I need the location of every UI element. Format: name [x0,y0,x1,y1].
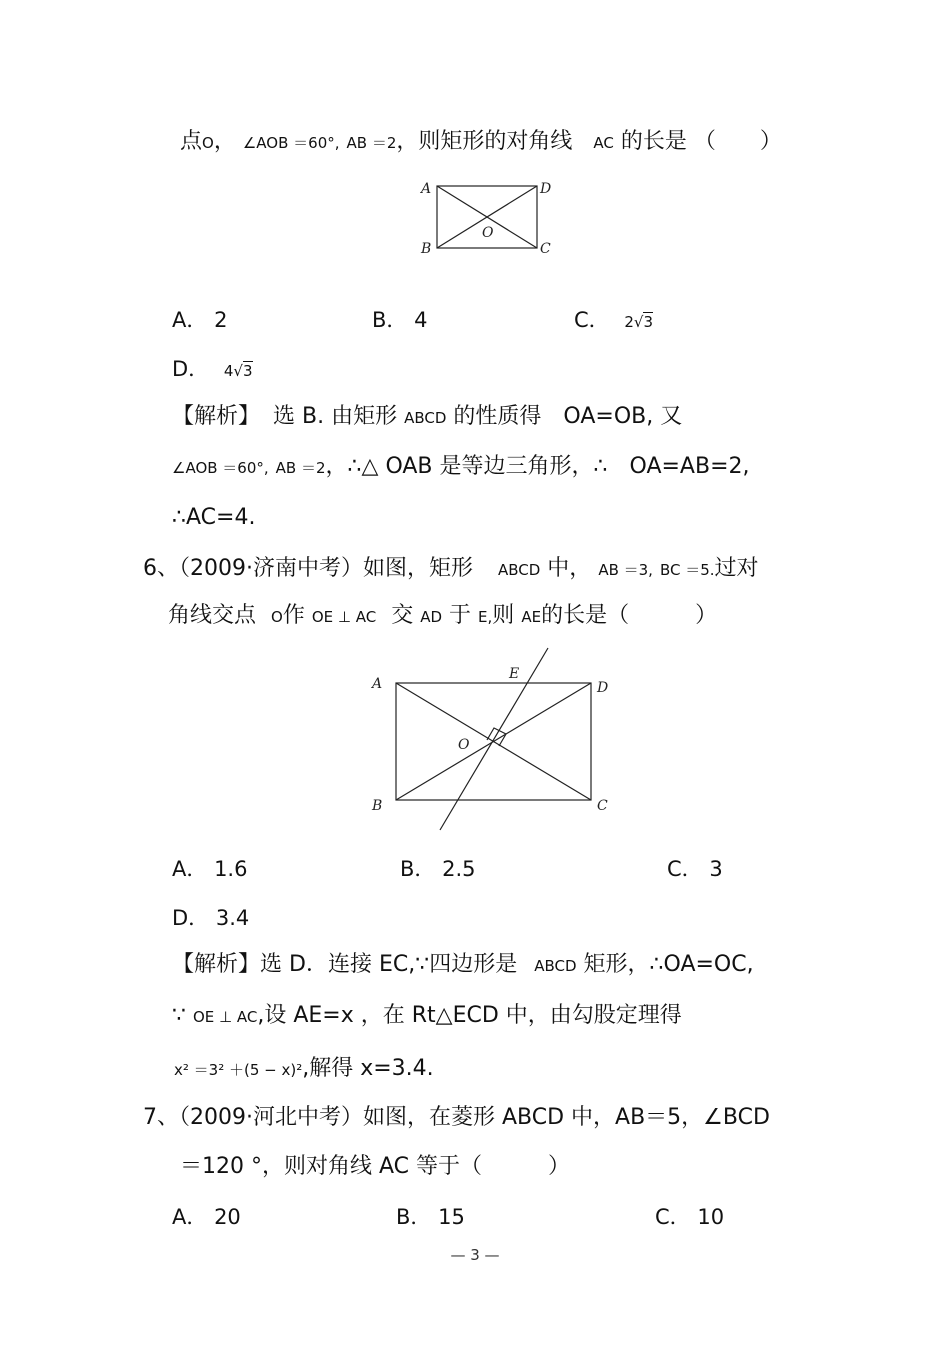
q6-analysis-text: ,解得 x=3.4. [302,1056,434,1081]
q6-label-b: B [372,798,383,814]
q7-option-b [396,1203,465,1231]
q6-option-d-letter: D． [172,906,210,930]
q6-analysis-line2 [172,1002,682,1031]
q6-text: 交 [391,603,414,628]
q5-analysis-text: ，∴△ OAB 是等边三角形，∴ OA=AB=2, [325,454,750,479]
q5-rectangle-figure [410,175,560,260]
q6-option-b-value: 2.5 [442,857,476,881]
q5-stem-mid: ，则矩形的对角线 [396,129,573,154]
q5-label-o: O [482,225,494,241]
q7-number: 7、 [143,1105,179,1130]
q5-label-c: C [540,241,551,257]
q6-option-b [400,855,476,883]
q6-source: （2009·济南中考）如图，矩形 [179,556,473,581]
q6-option-d-value: 3.4 [215,906,250,930]
q6-stem-line1 [143,555,759,584]
q6-e: E, [478,608,493,626]
q5-stem-angle: ∠AOB ＝60°, [242,134,340,152]
q6-text: 中， [547,556,592,581]
q6-bc: BC ＝5. [659,561,715,579]
q5-option-b-letter: B． [372,308,408,332]
q7-stem-text: （2009·河北中考）如图，在菱形 ABCD 中，AB＝5，∠BCD [179,1105,770,1130]
q6-label-o: O [458,737,470,753]
q5-analysis-angle: ∠AOB ＝60°, [172,459,269,477]
page-number: — 3 — [450,1246,500,1264]
q6-analysis-text: ,设 AE=x ，在 Rt△ECD 中，由勾股定理得 [257,1003,682,1028]
q6-analysis-text: 矩形，∴OA=OC, [583,952,754,977]
q5-analysis-line1 [172,403,682,432]
q5-option-a-value: 2 [214,308,228,332]
q5-option-c-coef: 2 [624,313,634,331]
q5-analysis-conclusion: ∴AC=4. [172,505,256,530]
q6-option-c-value: 3 [709,857,723,881]
q6-analysis-text: 选 D．连接 EC,∵四边形是 [260,952,518,977]
sqrt-sign: √ [233,362,243,380]
q5-analysis-line2 [172,453,750,482]
q6-number: 6、 [143,556,179,581]
q5-stem [180,128,782,157]
q7-stem-line1 [143,1104,770,1132]
q5-stem-ab: AB ＝2 [346,134,397,152]
q6-text: 的长是（ ） [541,603,718,628]
analysis-tag: 【解析】 [172,952,261,977]
q6-label-c: C [597,798,608,814]
q7-stem-text: ＝120 °，则对角线 AC 等于（ ） [180,1154,570,1179]
q5-stem-o: O [202,134,214,152]
q6-option-a [172,855,247,883]
because-symbol: ∵ [172,1003,186,1028]
analysis-tag: 【解析】 [172,404,261,429]
q7-option-a-letter: A． [172,1205,208,1229]
q6-ae: AE [521,608,542,626]
q5-analysis-text: 的性质得 OA=OB, 又 [453,404,683,429]
q6-option-b-letter: B． [400,857,436,881]
q7-stem-line2 [180,1153,570,1181]
q6-analysis-oe-perp-ac: OE ⊥ AC [193,1008,258,1026]
q5-label-a: A [421,181,432,197]
q7-option-c-letter: C． [655,1205,691,1229]
q5-stem-ac: AC [593,134,614,152]
sqrt-sign: √ [633,313,644,331]
q6-line-oe [440,648,548,830]
q6-oe-perp-ac: OE ⊥ AC [311,608,377,626]
q5-option-d-letter: D． [172,357,210,381]
q6-text: 则 [492,603,515,628]
q5-analysis-ab: AB ＝2 [275,459,326,477]
q6-ad: AD [420,608,443,626]
q6-label-d: D [597,680,609,696]
q6-option-c-letter: C． [667,857,703,881]
q6-option-a-value: 1.6 [214,857,248,881]
q6-analysis-abcd: ABCD [534,957,577,975]
q7-option-c [655,1203,724,1231]
q5-analysis-line3 [172,504,255,532]
q7-option-a-value: 20 [214,1205,241,1229]
q6-abcd: ABCD [497,561,541,579]
q5-option-d-coef: 4 [223,362,234,380]
q6-stem-line2 [168,602,717,631]
q7-option-b-value: 15 [438,1205,465,1229]
q5-analysis-text: 选 B. 由矩形 [273,404,398,429]
q6-text: 角线交点 [168,603,257,628]
q6-option-a-letter: A． [172,857,208,881]
q5-label-b: B [421,241,432,257]
q5-option-c-radicand: 3 [643,313,654,331]
q6-text: 于 [449,603,472,628]
q6-label-a: A [372,676,383,692]
q7-option-b-letter: B． [396,1205,432,1229]
q5-option-c-letter: C． [574,308,610,332]
q6-option-c [667,855,723,883]
q6-option-d [172,904,249,932]
q5-option-b [372,306,427,334]
q6-ab: AB ＝3, [598,561,653,579]
q7-option-a [172,1203,241,1231]
q5-option-a-letter: A． [172,308,208,332]
q6-rectangle-figure [360,640,625,835]
q5-option-b-value: 4 [414,308,428,332]
q5-option-d-radicand: 3 [242,362,253,380]
q5-label-d: D [540,181,552,197]
q5-option-d [172,355,253,385]
q5-stem-end: 的长是 （ ） [620,129,782,154]
q6-analysis-equation: x² ＝3² ＋(5 − x)² [174,1061,303,1079]
q5-analysis-abcd: ABCD [404,409,447,427]
q6-o: O [271,608,283,626]
q6-label-e: E [509,666,520,682]
q5-option-c [574,306,653,336]
q6-analysis-line1 [172,951,754,980]
q5-stem-sep: ， [213,129,236,154]
q5-stem-prefix: 点 [180,129,203,154]
q7-option-c-value: 10 [697,1205,725,1229]
q6-analysis-line3 [174,1055,434,1084]
q6-text: 作 [282,603,305,628]
q6-text: 过对 [714,556,759,581]
q5-option-a [172,306,227,334]
